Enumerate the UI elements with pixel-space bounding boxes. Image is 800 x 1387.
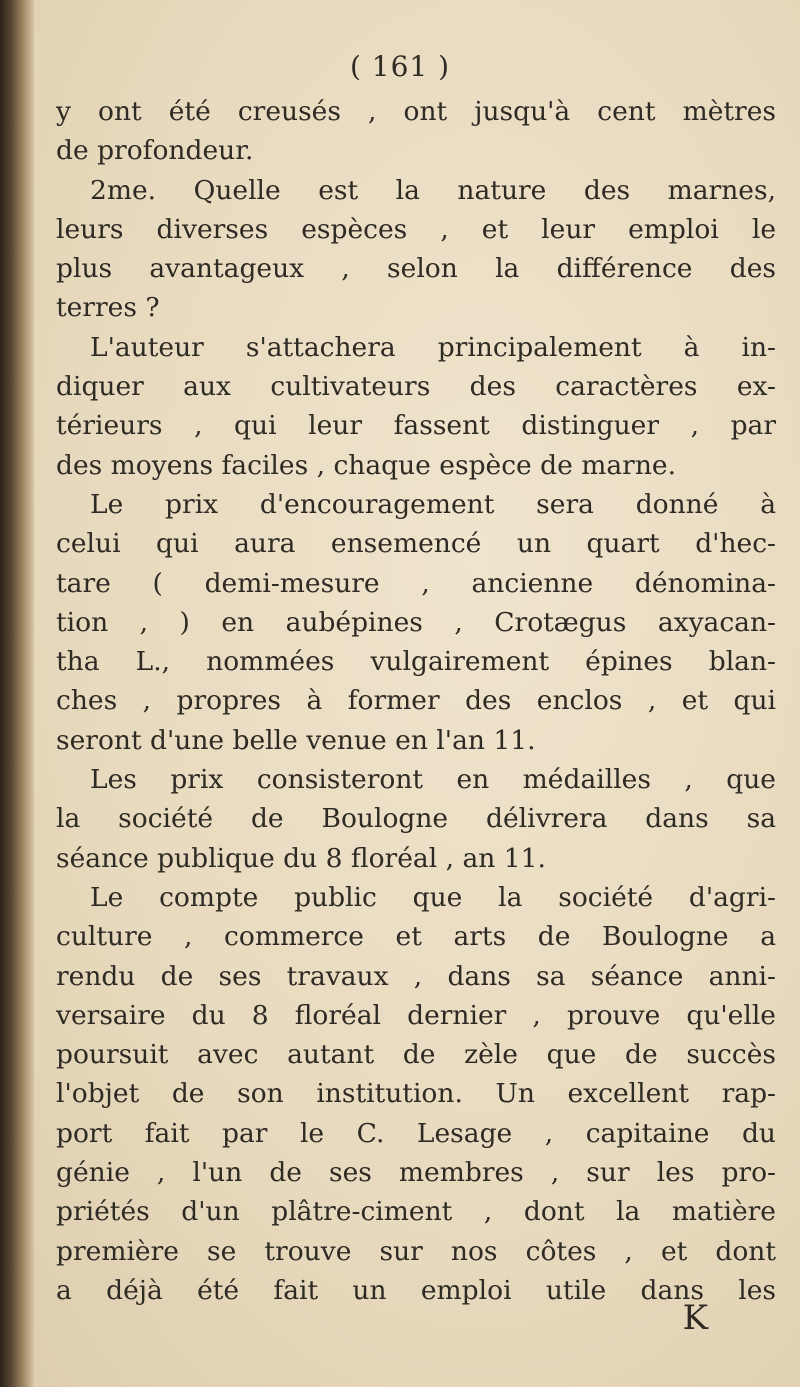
text-line: a déjà été fait un emploi utile dans les: [56, 1274, 776, 1306]
text-line: leurs diverses espèces , et leur emploi le: [56, 213, 776, 245]
text-line: la société de Boulogne délivrera dans sa: [56, 803, 776, 835]
body-text: [56, 92, 776, 1310]
text-line: ches , propres à former des enclos , et qui: [56, 685, 776, 717]
text-line: tare ( demi-mesure , ancienne dénomina-: [56, 567, 776, 599]
text-line: y ont été creusés , ont jusqu'à cent mètres: [56, 96, 776, 127]
text-line: L'auteur s'attachera principalement à in-: [90, 331, 776, 363]
text-line: première se trouve sur nos côtes , et dont: [56, 1235, 776, 1267]
text-line: des moyens faciles , chaque espèce de marne.: [56, 449, 677, 481]
text-line: génie , l'un de ses membres , sur les pro-: [56, 1157, 776, 1189]
text-line: versaire du 8 floréal dernier , prouve qu'elle: [56, 999, 776, 1031]
text-line: plus avantageux , selon la différence des: [56, 253, 776, 285]
text-line: poursuit avec autant de zèle que de succès: [56, 1039, 776, 1071]
catchword: K: [682, 1298, 708, 1338]
text-line: priétés d'un plâtre-ciment , dont la matière: [56, 1196, 776, 1228]
book-spine-shadow: [0, 0, 34, 1387]
page-number: ( 161 ): [349, 50, 451, 83]
text-line: rendu de ses travaux , dans sa séance anni-: [56, 960, 776, 992]
text-line: seront d'une belle venue en l'an 11.: [56, 724, 536, 756]
text-line: port fait par le C. Lesage , capitaine du: [56, 1117, 776, 1149]
text-line: Les prix consisteront en médailles , que: [90, 764, 776, 796]
text-line: terres ?: [56, 292, 160, 324]
text-line: l'objet de son institution. Un excellent rap-: [56, 1078, 776, 1110]
text-line: tha L., nommées vulgairement épines blan-: [56, 646, 776, 678]
text-line: térieurs , qui leur fassent distinguer , par: [56, 410, 776, 442]
text-line: séance publique du 8 floréal , an 11.: [56, 842, 546, 874]
text-line: de profondeur.: [56, 135, 254, 167]
text-line: diquer aux cultivateurs des caractères ex-: [56, 371, 776, 403]
text-line: 2me. Quelle est la nature des marnes,: [90, 174, 776, 206]
text-line: celui qui aura ensemencé un quart d'hec-: [56, 528, 776, 560]
text-line: Le prix d'encouragement sera donné à: [90, 488, 776, 520]
text-line: Le compte public que la société d'agri-: [90, 881, 776, 913]
text-line: tion , ) en aubépines , Crotægus axyacan-: [56, 606, 776, 638]
text-line: culture , commerce et arts de Boulogne a: [56, 921, 776, 953]
